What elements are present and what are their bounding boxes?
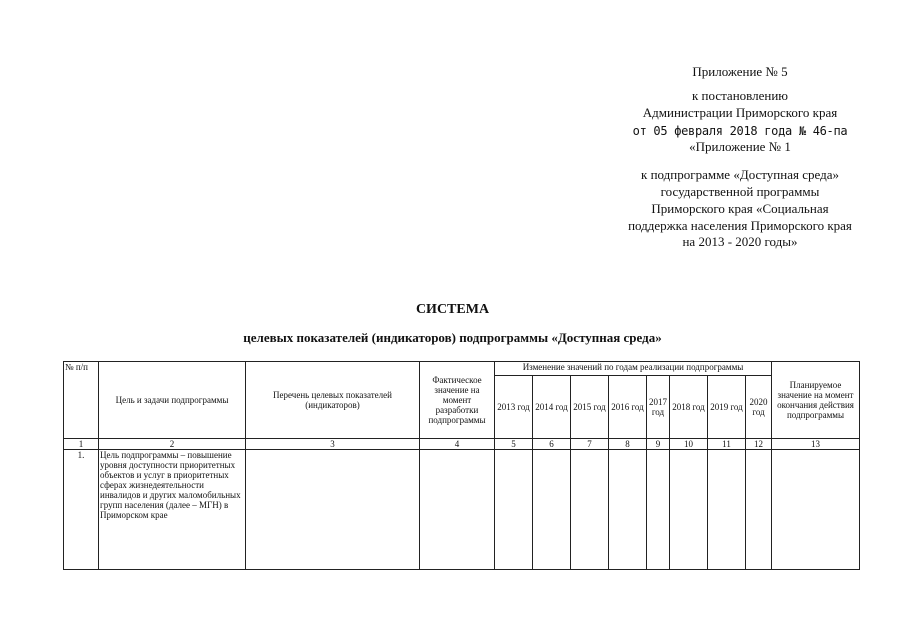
year-2013: 2013 год	[495, 376, 533, 439]
years-label: на 2013 - 2020 годы»	[682, 234, 798, 249]
year-2018: 2018 год	[670, 376, 708, 439]
administration-label: Администрации Приморского края	[642, 105, 838, 120]
empty-cell	[495, 450, 533, 570]
empty-cell	[246, 450, 420, 570]
empty-cell	[746, 450, 772, 570]
goal-text: Цель подпрограммы – повышение уровня доступности приоритетных объектов и услуг в приоритетных сферах жизнедеятельности инвалидов и других маломобильных групп населения (далее – МГН) в Приморском крае	[99, 450, 246, 570]
column-number: 10	[670, 439, 708, 450]
column-number: 1	[64, 439, 99, 450]
col-indicators-header: Перечень целевых показателей (индикаторов)	[246, 362, 420, 439]
to-subprogram-label: к подпрограмме «Доступная среда»	[641, 167, 839, 182]
empty-cell	[420, 450, 495, 570]
col-planned-header: Планируемое значение на момент окончания действия подпрограммы	[772, 362, 860, 439]
empty-cell	[647, 450, 670, 570]
column-number: 9	[647, 439, 670, 450]
row-number: 1.	[64, 450, 99, 570]
year-2014: 2014 год	[533, 376, 571, 439]
document-subtitle: целевых показателей (индикаторов) подпрограммы «Доступная среда»	[243, 330, 662, 345]
column-number: 8	[609, 439, 647, 450]
header-row-1	[64, 362, 860, 376]
column-number: 12	[746, 439, 772, 450]
year-2017: 2017 год	[647, 376, 670, 439]
table-row	[64, 450, 860, 570]
column-number: 3	[246, 439, 420, 450]
col-num-header: № п/п	[64, 362, 99, 439]
column-number-row	[64, 439, 860, 450]
column-number: 13	[772, 439, 860, 450]
col-actual-header: Фактическое значение на момент разработки подпрограммы	[420, 362, 495, 439]
document-title: СИСТЕМА	[415, 302, 490, 317]
support-label: поддержка населения Приморского края	[628, 218, 852, 233]
column-number: 5	[495, 439, 533, 450]
empty-cell	[571, 450, 609, 570]
year-2019: 2019 год	[708, 376, 746, 439]
year-2020: 2020 год	[746, 376, 772, 439]
column-number: 6	[533, 439, 571, 450]
resolution-date-number: от 05 февраля 2018 года № 46-па	[632, 124, 848, 138]
to-resolution-label: к постановлению	[691, 88, 789, 103]
col-goals-header: Цель и задачи подпрограммы	[99, 362, 246, 439]
column-number: 2	[99, 439, 246, 450]
empty-cell	[533, 450, 571, 570]
empty-cell	[609, 450, 647, 570]
col-changes-header: Изменение значений по годам реализации подпрограммы	[495, 362, 772, 376]
indicators-table	[63, 361, 860, 570]
appendix-5-label: Приложение № 5	[692, 64, 788, 79]
year-2015: 2015 год	[571, 376, 609, 439]
state-program-label: государственной программы	[660, 184, 820, 199]
region-social-label: Приморского края «Социальная	[651, 201, 829, 216]
appendix-1-label: «Приложение № 1	[689, 139, 791, 154]
empty-cell	[772, 450, 860, 570]
empty-cell	[670, 450, 708, 570]
year-2016: 2016 год	[609, 376, 647, 439]
empty-cell	[708, 450, 746, 570]
column-number: 11	[708, 439, 746, 450]
column-number: 7	[571, 439, 609, 450]
column-number: 4	[420, 439, 495, 450]
